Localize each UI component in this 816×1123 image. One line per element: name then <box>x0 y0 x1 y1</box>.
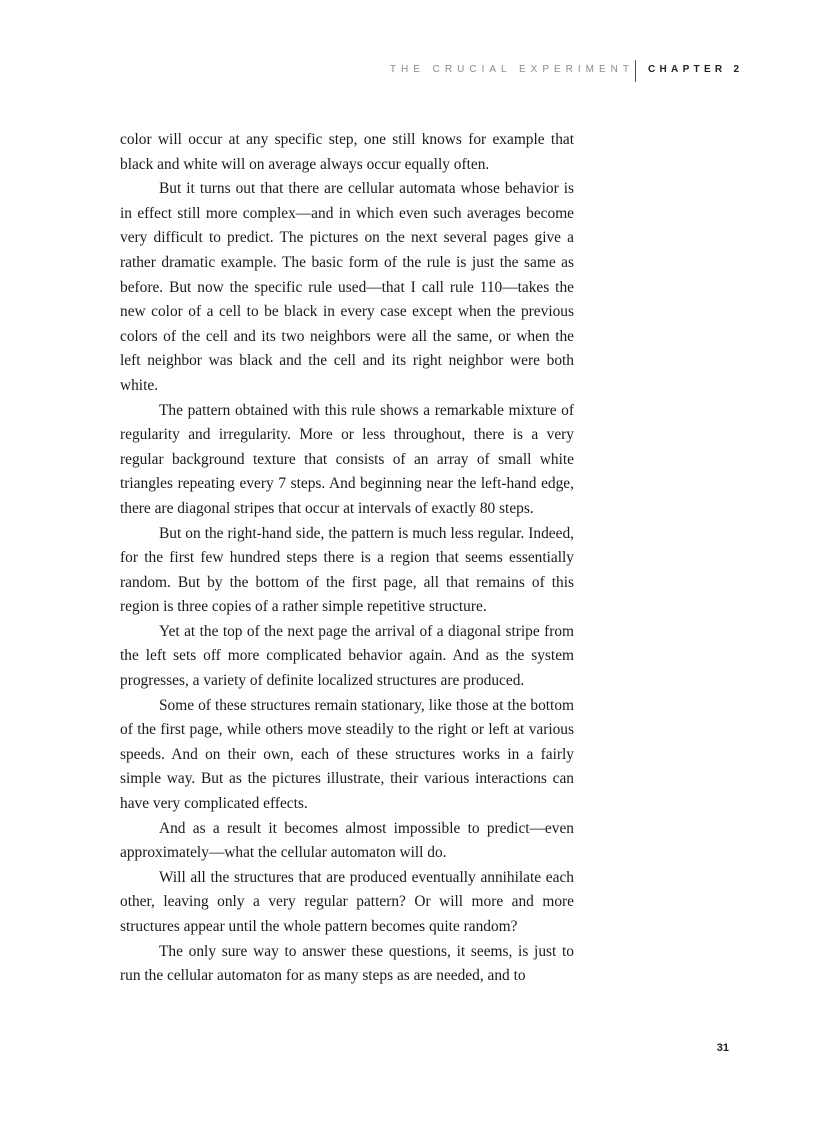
paragraph: But it turns out that there are cellular automata whose behavior is in effect still more complex—and in which even such averages become very difficult to predict. The pictures on the next several pages give a rather dramatic example. The basic form of the rule is just the same as before. But now the specific rule used—that I call rule 110—takes the new color of a cell to be black in every case except when the previous colors of the cell and its two neighbors were all the same, or when the left neighbor was black and the cell and its right neighbor were both white. <box>120 180 574 394</box>
paragraph: Yet at the top of the next page the arrival of a diagonal stripe from the left sets off more complicated behavior again. And as the system progresses, a variety of definite localized structures are produced. <box>120 622 574 690</box>
paragraph: Will all the structures that are produced eventually annihilate each other, leaving only a very regular pattern? Or will more and more structures appear until the whole pattern becomes quite random? <box>120 868 574 935</box>
paragraph: The pattern obtained with this rule shows a remarkable mixture of regularity and irregularity. More or less throughout, there is a very regular background texture that consists of an array of small white triangles repeating every 7 steps. And beginning near the left-hand edge, there are diagonal stripes that occur at intervals of exactly 80 steps. <box>120 401 574 517</box>
running-head-divider <box>635 60 636 82</box>
running-head-chapter-label: CHAPTER 2 <box>648 64 744 75</box>
paragraph: The only sure way to answer these questions, it seems, is just to run the cellular automaton for as many steps as are needed, and to <box>120 942 574 985</box>
paragraph: color will occur at any specific step, one still knows for example that black and white will on average always occur equally often. <box>120 131 574 173</box>
paragraph: Some of these structures remain stationary, like those at the bottom of the first page, while others move steadily to the right or left at various speeds. And on their own, each of these structures works in a fairly simple way. But as the pictures illustrate, their various interactions can have very complicated effects. <box>120 696 574 813</box>
running-head-section-title: THE CRUCIAL EXPERIMENT <box>389 64 634 75</box>
running-head <box>0 58 816 84</box>
body-text <box>120 128 574 989</box>
page-number: 31 <box>716 1042 729 1054</box>
paragraph: But on the right-hand side, the pattern is much less regular. Indeed, for the first few hundred steps there is a region that seems essentially random. But by the bottom of the first page, all that remains of this region is three copies of a rather simple repetitive structure. <box>120 524 574 616</box>
paragraph: And as a result it becomes almost impossible to predict—even approximately—what the cellular automaton will do. <box>120 819 574 862</box>
